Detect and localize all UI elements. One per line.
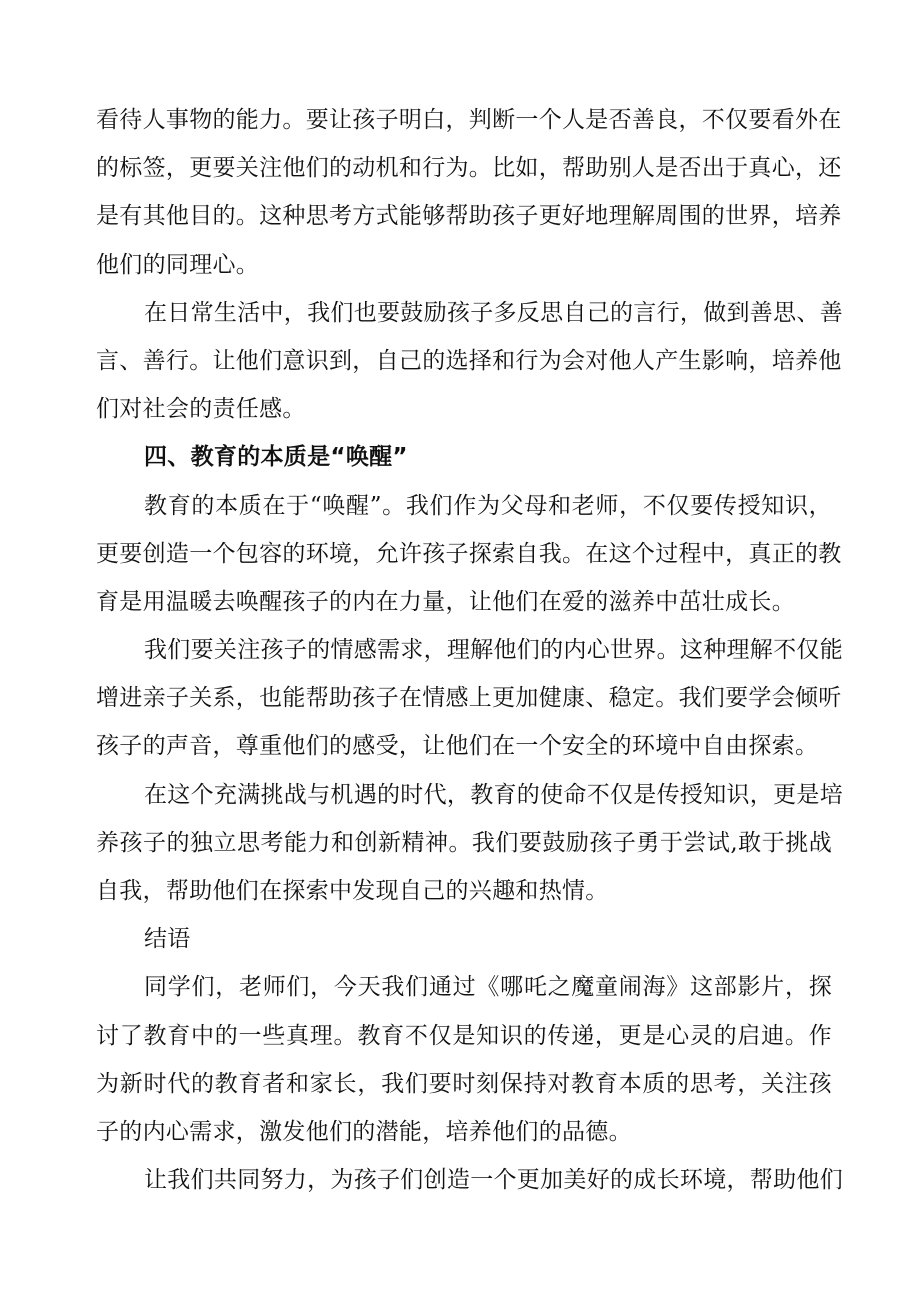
text-line: 在日常生活中，我们也要鼓励孩子多反思自己的言行，做到善思、善	[144, 299, 843, 326]
paragraph-2	[96, 289, 843, 434]
text-line: 看待人事物的能力。要让孩子明白，判断一个人是否善良，不仅要看外在	[96, 107, 842, 133]
text-line: 子的内心需求，激发他们的潜能，培养他们的品德。	[96, 1118, 632, 1145]
conclusion-label	[96, 915, 832, 963]
text-line: 讨了教育中的一些真理。教育不仅是知识的传递，更是心灵的启迪。作	[96, 1022, 832, 1049]
text-line: 的标签，更要关注他们的动机和行为。比如，帮助别人是否出于真心，还	[96, 155, 842, 182]
text-line: 教育的本质在于“唤醒”。我们作为父母和老师，不仅要传授知识，	[144, 492, 832, 519]
paragraph-4	[96, 626, 843, 771]
text-line: 言、善行。让他们意识到，自己的选择和行为会对他人产生影响，培养他	[96, 347, 842, 374]
text-line: 们对社会的责任感。	[96, 396, 306, 423]
text-line: 孩子的声音，尊重他们的感受，让他们在一个安全的环境中自由探索。	[96, 733, 819, 760]
paragraph-7	[96, 1156, 843, 1204]
text-line: 在这个充满挑战与机遇的时代，教育的使命不仅是传授知识，更是培	[144, 781, 843, 808]
paragraph-3	[96, 482, 842, 627]
text-line: 结语	[144, 926, 191, 953]
paragraph-6	[96, 963, 832, 1156]
text-line: 为新时代的教育者和家长，我们要时刻保持对教育本质的思考，关注孩	[96, 1070, 832, 1097]
section-heading: 四、教育的本质是“唤醒”	[144, 444, 408, 471]
text-line: 养孩子的独立思考能力和创新精神。我们要鼓励孩子勇于尝试,敢于挑战	[96, 829, 832, 856]
text-line: 同学们，老师们，今天我们通过《哪吒之魔童闹海》这部影片，探	[144, 974, 832, 1001]
text-line: 增进亲子关系，也能帮助孩子在情感上更加健康、稳定。我们要学会倾听	[96, 685, 842, 712]
paragraph-5	[96, 771, 843, 916]
text-line: 我们要关注孩子的情感需求，理解他们的内心世界。这种理解不仅能	[144, 637, 843, 664]
text-line: 更要创造一个包容的环境，允许孩子探索自我。在这个过程中，真正的教	[96, 540, 842, 567]
text-line: 是有其他目的。这种思考方式能够帮助孩子更好地理解周围的世界，培养	[96, 203, 842, 230]
text-line: 他们的同理心。	[96, 251, 260, 278]
paragraph-1	[96, 96, 842, 289]
text-line: 让我们共同努力，为孩子们创造一个更加美好的成长环境，帮助他们	[144, 1167, 843, 1194]
text-line: 育是用温暖去唤醒孩子的内在力量，让他们在爱的滋养中茁壮成长。	[96, 588, 795, 615]
document-page	[96, 96, 843, 1204]
text-line: 自我，帮助他们在探索中发现自己的兴趣和热情。	[96, 878, 609, 904]
